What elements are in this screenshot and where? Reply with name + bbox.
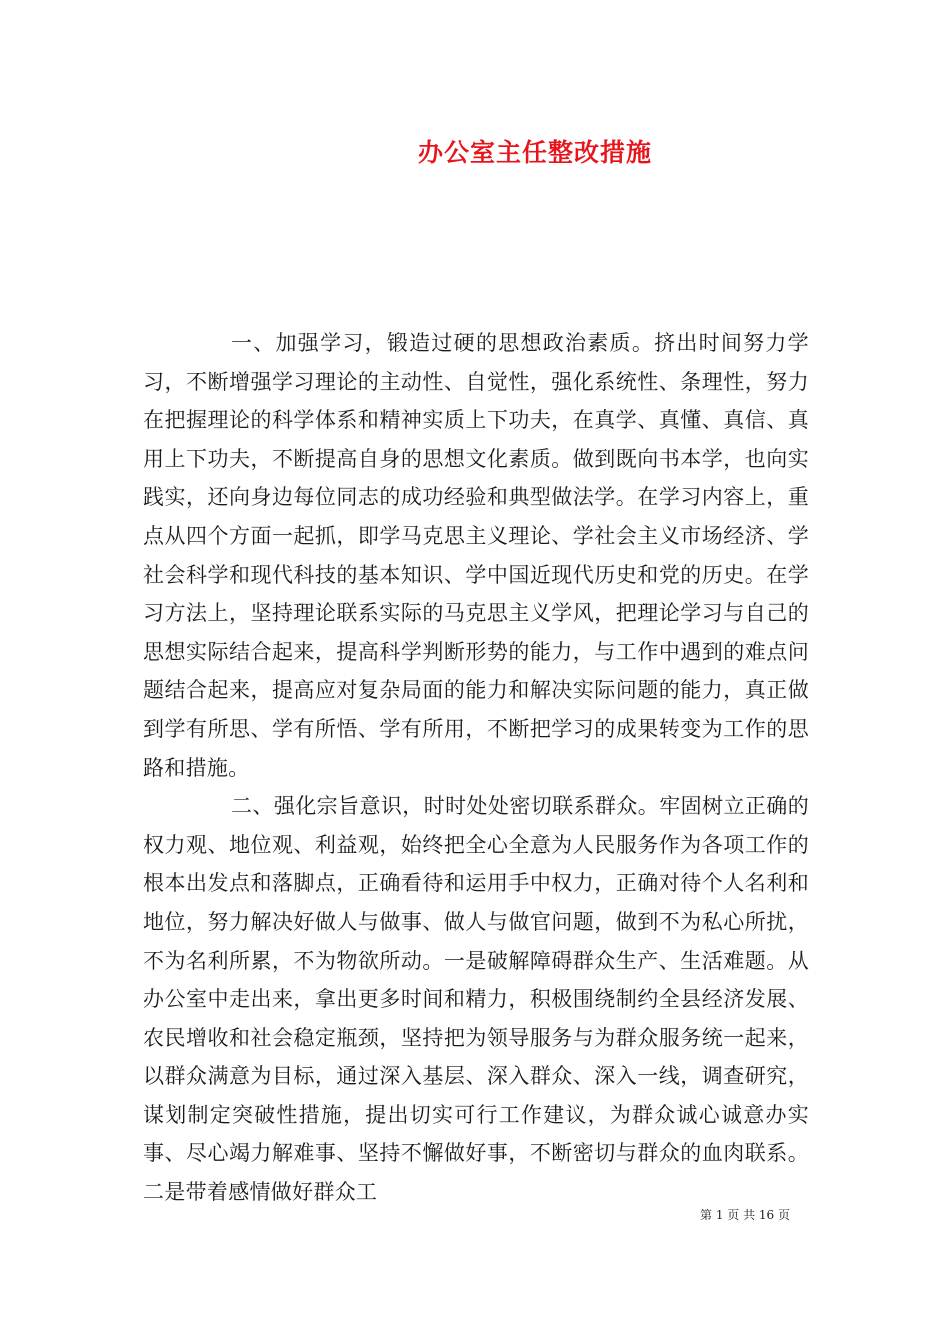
document-title: 办公室主任整改措施 (417, 138, 652, 167)
document-body (143, 324, 809, 1212)
page-number-footer: 第 1 页 共 16 页 (700, 1208, 790, 1222)
paragraph-2: 二、强化宗旨意识，时时处处密切联系群众。牢固树立正确的权力观、地位观、利益观，始终把全心全意为人民服务作为各项工作的根本出发点和落脚点，正确看待和运用手中权力，正确对待个人名利和地位，努力解决好做人与做事、做人与做官问题，做到不为私心所扰，不为名利所累，不为物欲所动。一是破解障碍群众生产、生活难题。从办公室中走出来，拿出更多时间和精力，积极围绕制约全县经济发展、农民增收和社会稳定瓶颈，坚持把为领导服务与为群众服务统一起来，以群众满意为目标，通过深入基层、深入群众、深入一线，调查研究，谋划制定突破性措施，提出切实可行工作建议，为群众诚心诚意办实事、尽心竭力解难事、坚持不懈做好事，不断密切与群众的血肉联系。二是带着感情做好群众工 (143, 794, 809, 1205)
paragraph-1: 一、加强学习，锻造过硬的思想政治素质。挤出时间努力学习，不断增强学习理论的主动性、自觉性，强化系统性、条理性，努力在把握理论的科学体系和精神实质上下功夫，在真学、真懂、真信、真用上下功夫，不断提高自身的思想文化素质。做到既向书本学，也向实践实，还向身边每位同志的成功经验和典型做法学。在学习内容上，重点从四个方面一起抓，即学马克思主义理论、学社会主义市场经济、学社会科学和现代科技的基本知识、学中国近现代历史和党的历史。在学习方法上，坚持理论联系实际的马克思主义学风，把理论学习与自己的思想实际结合起来，提高科学判断形势的能力，与工作中遇到的难点问题结合起来，提高应对复杂局面的能力和解决实际问题的能力，真正做到学有所思、学有所悟、学有所用，不断把学习的成果转变为工作的思路和措施。 (143, 331, 809, 780)
